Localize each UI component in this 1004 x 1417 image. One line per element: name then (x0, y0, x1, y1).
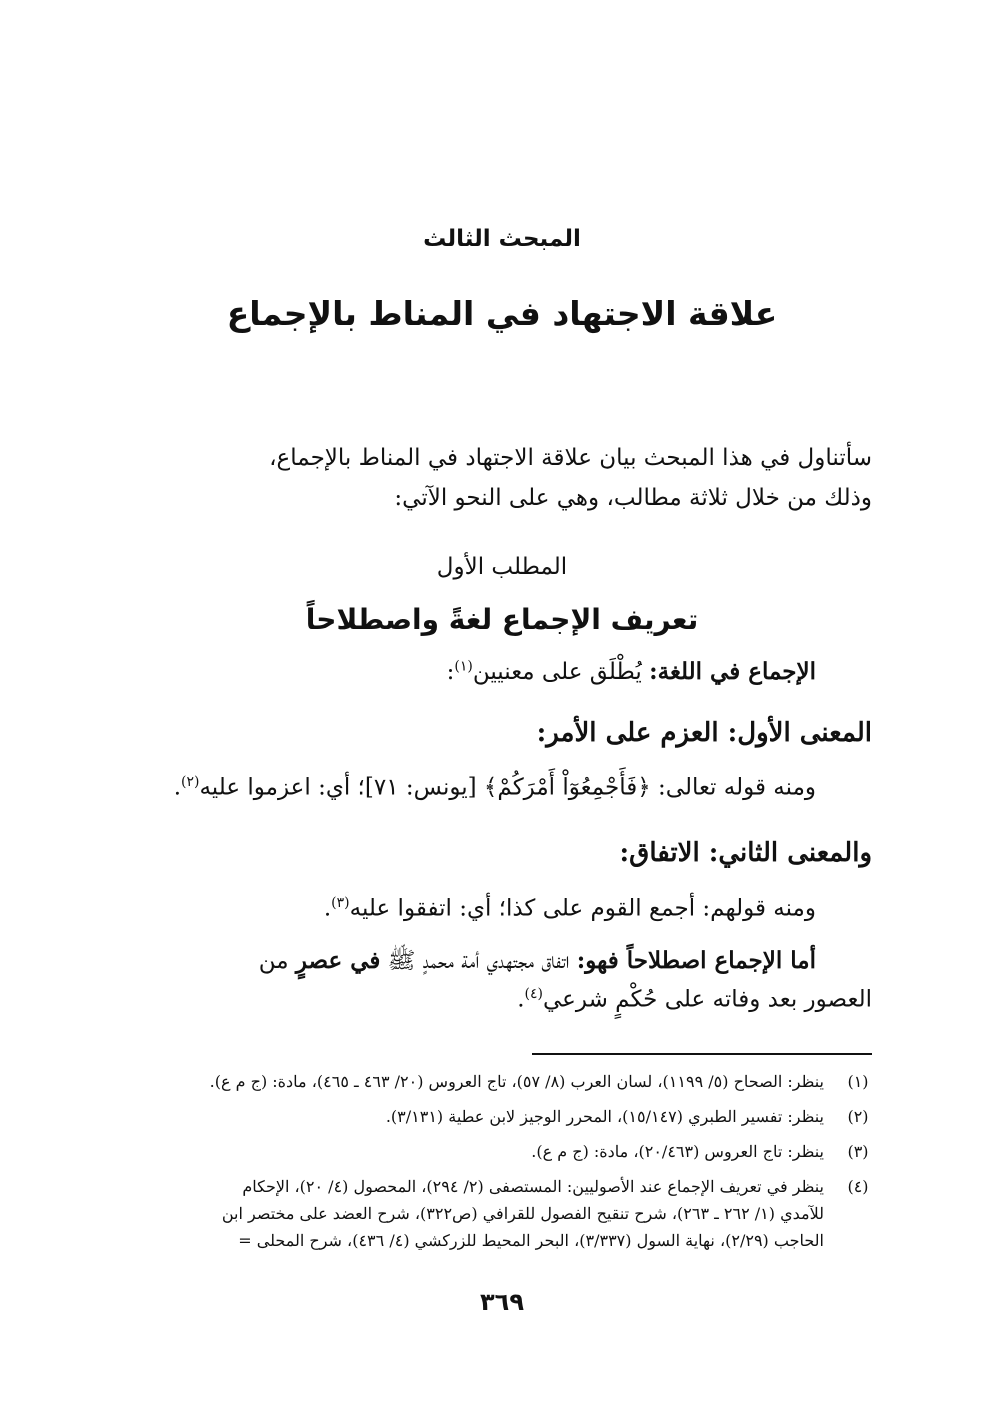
definition-term: أما الإجماع اصطلاحاً فهو: (576, 947, 816, 974)
subsection-title: تعريف الإجماع لغةً واصطلاحاً (305, 603, 699, 636)
footnote-text: للآمدي (١/ ٢٦٢ ـ ٢٦٣)، شرح تنقيح الفصول للقرافي (ص٣٢٢)، شرح العضد على مختصر ابن (221, 1204, 824, 1223)
definition-emphasis: في عصرٍ (295, 947, 381, 974)
punctuation: . (517, 986, 525, 1013)
terminology-definition (259, 946, 816, 980)
footnote (132, 1068, 872, 1095)
definition-text: العصور بعد وفاته على حُكْمٍ شرعي (543, 986, 872, 1013)
footnote-number: (٤) (847, 1177, 869, 1196)
definition-text: يُطْلَق على معنيين (472, 659, 650, 685)
footnote (132, 1138, 872, 1165)
footnote-text: ينظر: تاج العروس (٢٠/٤٦٣)، مادة: (ج م ع). (531, 1142, 824, 1161)
footnote-ref: (٣) (331, 895, 350, 911)
punctuation: . (323, 895, 332, 922)
footnote-text: ينظر: الصحاح (٥/ ١١٩٩)، لسان العرب (٨/ ٥٧)، تاج العروس (٢٠/ ٤٦٣ ـ ٤٦٥)، مادة: (ج م ع). (209, 1072, 824, 1091)
footnote-text: ينظر في تعريف الإجماع عند الأصوليين: المستصفى (٢/ ٢٩٤)، المحصول (٤/ ٢٠)، الإحكام (242, 1177, 824, 1196)
footnote-ref: (٤) (524, 986, 543, 1002)
definition-text: اتفاق مجتهدي أمة محمدٍ ﷺ (380, 948, 577, 974)
definition-term: الإجماع في اللغة: (649, 658, 816, 685)
page-title: علاقة الاجتهاد في المناط بالإجماع (226, 294, 778, 333)
language-definition (447, 658, 816, 685)
meaning-2-text (324, 895, 816, 922)
page-number: ٣٦٩ (480, 1288, 524, 1316)
punctuation: : (446, 659, 455, 685)
intro-paragraph (132, 438, 872, 518)
footnote-ref: (١) (454, 658, 473, 675)
subsection-label: المطلب الأول (436, 554, 568, 580)
footnote (132, 1173, 872, 1254)
definition-text: من (258, 948, 296, 974)
meaning-1-text (174, 774, 816, 801)
intro-line: وذلك من خلال ثلاثة مطالب، وهي على النحو الآتي: (394, 485, 872, 511)
terminology-definition-cont (517, 986, 872, 1013)
footnote-number: (١) (847, 1072, 869, 1091)
footnote-text: ينظر: تفسير الطبري (١٥/١٤٧)، المحرر الوجيز لابن عطية (٣/١٣١). (385, 1107, 824, 1126)
footnote-ref: (٢) (181, 774, 200, 790)
footnote-number: (٢) (847, 1107, 869, 1126)
punctuation: . (173, 774, 181, 801)
quote-text: ومنه قوله تعالى: ﴿فَأَجْمِعُوٓاْ أَمْرَكُمْ﴾ [يونس: ٧١]؛ أي: اعزموا عليه (199, 774, 816, 801)
meaning-1-heading: المعنى الأول: العزم على الأمر: (536, 718, 872, 748)
footnote-divider (532, 1053, 872, 1055)
section-label: المبحث الثالث (423, 226, 581, 252)
quote-text: ومنه قولهم: أجمع القوم على كذا؛ أي: اتفقوا عليه (349, 895, 816, 922)
intro-line: سأتناول في هذا المبحث بيان علاقة الاجتهاد في المناط بالإجماع، (269, 445, 872, 471)
footnote-text: الحاجب (٢/٢٩)، نهاية السول (٣/٣٣٧)، البحر المحيط للزركشي (٤/ ٤٣٦)، شرح المحلى = (238, 1231, 824, 1250)
footnote-number: (٣) (847, 1142, 869, 1161)
meaning-2-heading: والمعنى الثاني: الاتفاق: (619, 838, 872, 868)
footnote (132, 1103, 872, 1130)
